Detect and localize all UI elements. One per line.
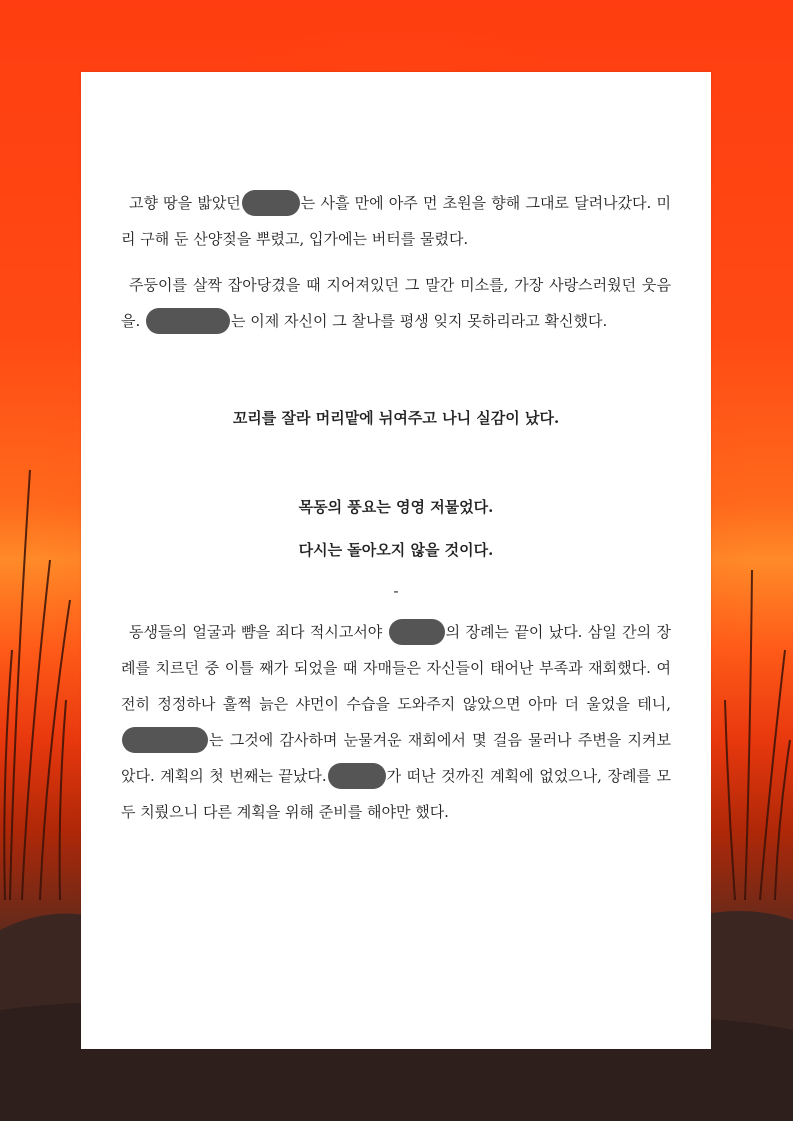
document-page	[81, 72, 711, 1049]
paragraph-2	[121, 267, 671, 339]
paragraph-1	[121, 185, 671, 257]
centered-line-3: 다시는 돌아오지 않을 것이다.	[298, 541, 494, 559]
redaction-mark	[242, 190, 300, 216]
para1-text-1: 고향 땅을 밟았던	[129, 194, 241, 212]
redaction-mark	[122, 727, 208, 753]
para2-text-1: 주둥이를 살짝 잡아당겼을 때 지어져있던 그 말간 미소를, 가장 사랑스러웠던 웃음을.	[121, 276, 671, 330]
paragraph-3	[121, 614, 671, 830]
redaction-mark	[389, 619, 445, 645]
redaction-mark	[328, 763, 386, 789]
para3-text-3: 는 그것에 감사하며 눈물겨운 재회에서 몇 걸음 물러나 주변을 지켜보았다. 계획의 첫 번째는 끝났다.	[121, 731, 671, 785]
para2-text-2: 는 이제 자신이 그 찰나를 평생 잊지 못하리라고 확신했다.	[231, 312, 608, 330]
para3-text-2: 의 장례는 끝이 났다. 삼일 간의 장례를 치르던 중 이틀 째가 되었을 때 자매들은 자신들이 태어난 부족과 재회했다. 여전히 정정하나 훌쩍 늙은 샤먼이 수습을 도와주지 않았으면 아마 더 울었을 테니,	[121, 623, 671, 713]
para3-text-1: 동생들의 얼굴과 뺨을 죄다 적시고서야	[129, 623, 383, 641]
document-content	[121, 185, 671, 830]
para1-text-2: 는 사흘 만에 아주 먼 초원을 향해 그대로 달려나갔다. 미리 구해 둔 산양젖을 뿌렸고, 입가에는 버터를 물렸다.	[121, 194, 671, 248]
centered-line-1: 꼬리를 잘라 머리맡에 뉘여주고 나니 실감이 났다.	[232, 409, 560, 427]
section-separator: -	[393, 582, 399, 600]
centered-line-2: 목동의 풍요는 영영 저물었다.	[298, 498, 494, 516]
redaction-mark	[146, 308, 230, 334]
para3-text-4: 가 떠난 것까진 계획에 없었으나, 장례를 모두 치뤘으니 다른 계획을 위해 준비를 해야만 했다.	[121, 767, 671, 821]
